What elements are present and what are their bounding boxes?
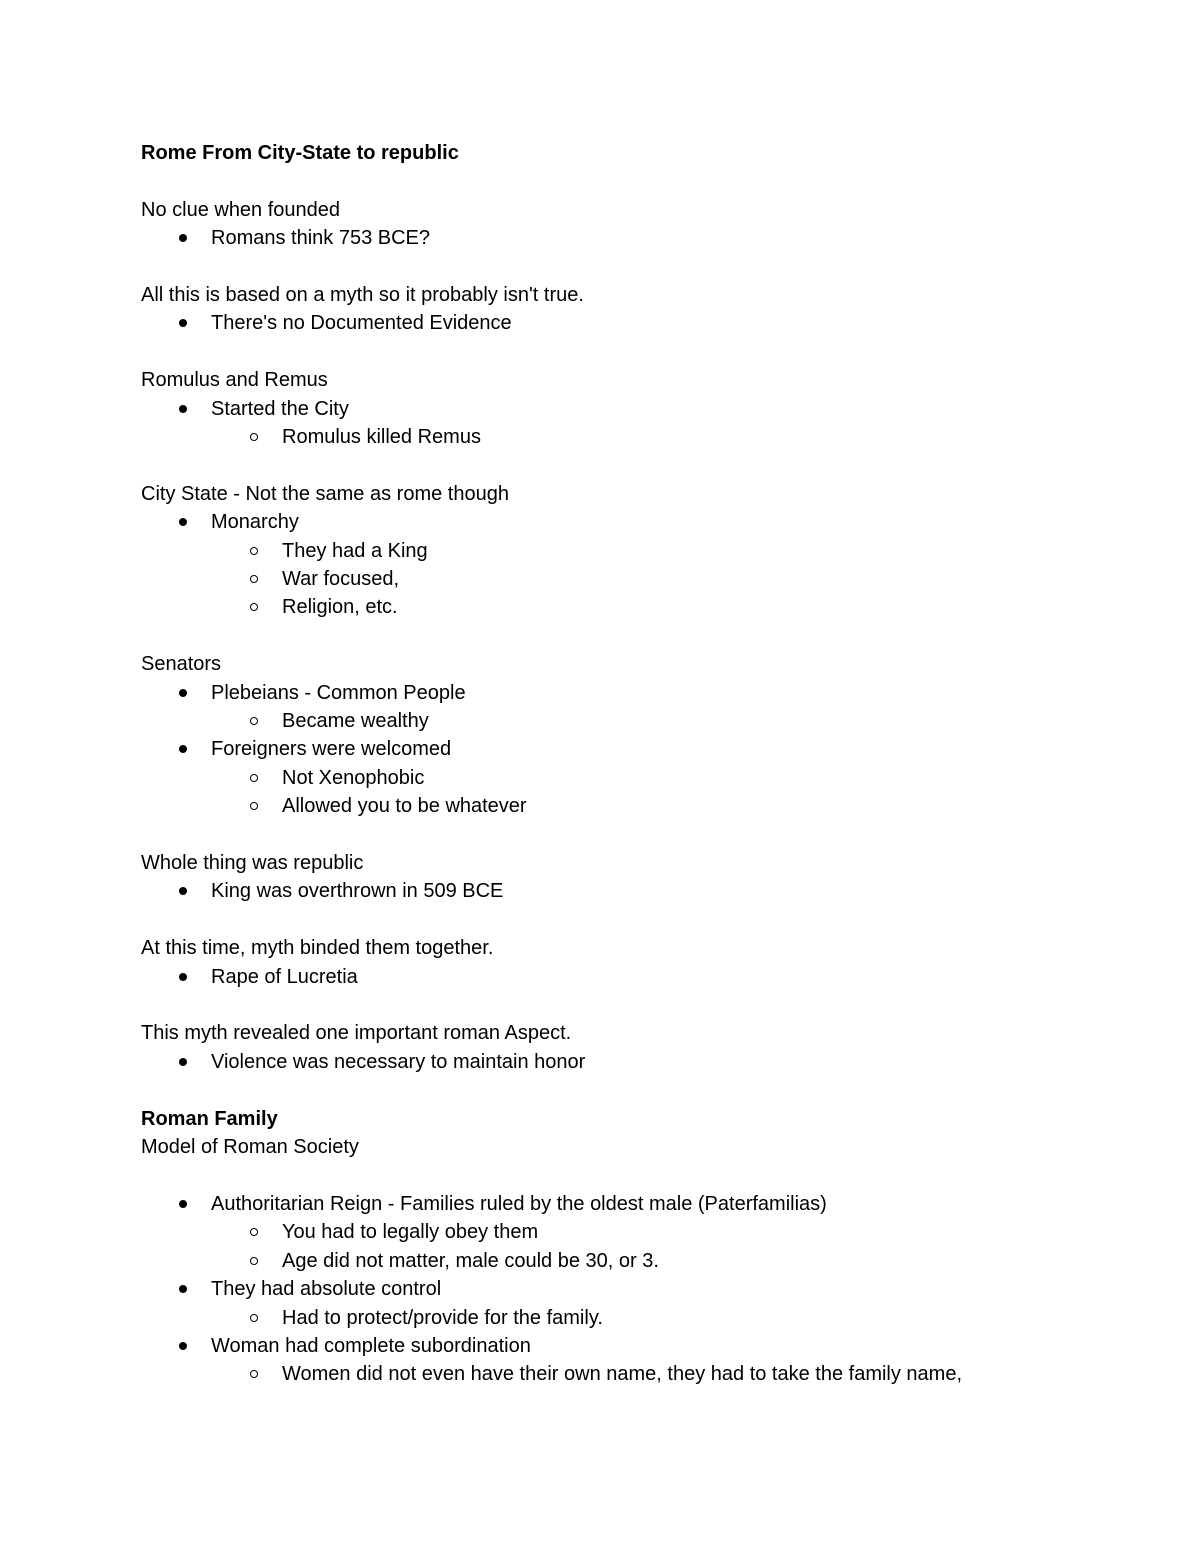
bullet-circle-icon: [250, 547, 258, 555]
list-item: [141, 1190, 1081, 1275]
list-item: [141, 1275, 1081, 1332]
bullet-disc-icon: [179, 745, 187, 753]
document-body: [141, 139, 1081, 1389]
sub-list-item-text: You had to legally obey them: [282, 1221, 539, 1244]
bullet-list: [141, 1190, 1081, 1389]
section-heading: No clue when founded: [141, 198, 341, 221]
sub-list-item-text: Had to protect/provide for the family.: [282, 1306, 603, 1329]
sub-list-item: [141, 593, 1081, 621]
bullet-circle-icon: [250, 717, 258, 725]
sub-list-item-text: Not Xenophobic: [282, 766, 425, 789]
list-item-text: Romans think 753 BCE?: [211, 227, 431, 250]
sub-list-item: [141, 1218, 1081, 1246]
list-item: [141, 395, 1081, 452]
family-subheading: Model of Roman Society: [141, 1136, 359, 1159]
spacer: [141, 991, 1081, 1019]
list-item-text: Plebeians - Common People: [211, 681, 466, 704]
section-heading: City State - Not the same as rome though: [141, 482, 509, 505]
section-heading: Senators: [141, 653, 222, 676]
list-item: [141, 735, 1081, 820]
bullet-disc-icon: [179, 405, 187, 413]
sub-bullet-list: [141, 1360, 1081, 1388]
sub-bullet-list: [141, 764, 1081, 821]
sub-list-item-text: War focused,: [282, 568, 400, 591]
list-item: [141, 224, 1081, 252]
section-heading: Whole thing was republic: [141, 852, 364, 875]
bullet-circle-icon: [250, 1228, 258, 1236]
bullet-disc-icon: [179, 319, 187, 327]
bullet-circle-icon: [250, 603, 258, 611]
list-item: [141, 508, 1081, 622]
sub-list-item-text: Women did not even have their own name, they had to take the family name,: [282, 1363, 963, 1386]
list-item-text: Started the City: [211, 397, 349, 420]
list-item: [141, 1332, 1081, 1389]
bullet-list: [141, 508, 1081, 622]
spacer: [141, 622, 1081, 650]
spacer: [141, 338, 1081, 366]
bullet-circle-icon: [250, 1314, 258, 1322]
bullet-disc-icon: [179, 1200, 187, 1208]
list-item-text: There's no Documented Evidence: [211, 312, 512, 335]
bullet-disc-icon: [179, 973, 187, 981]
sub-list-item: [141, 423, 1081, 451]
sub-bullet-list: [141, 1304, 1081, 1332]
sub-list-item: [141, 1360, 1081, 1388]
sub-list-item: [141, 1304, 1081, 1332]
sub-list-item-text: Allowed you to be whatever: [282, 795, 527, 818]
document-title: Rome From City-State to republic: [141, 142, 459, 164]
spacer: [141, 253, 1081, 281]
section-heading: At this time, myth binded them together.: [141, 937, 494, 960]
sub-bullet-list: [141, 707, 1081, 735]
spacer: [141, 1076, 1081, 1104]
sub-list-item-text: They had a King: [282, 539, 428, 562]
bullet-circle-icon: [250, 575, 258, 583]
list-item-text: Monarchy: [211, 511, 299, 534]
bullet-disc-icon: [179, 1342, 187, 1350]
list-item-text: They had absolute control: [211, 1278, 442, 1301]
sub-list-item: [141, 537, 1081, 565]
list-item-text: Rape of Lucretia: [211, 965, 358, 988]
spacer: [141, 167, 1081, 195]
list-item-text: Woman had complete subordination: [211, 1334, 531, 1357]
spacer: [141, 906, 1081, 934]
bullet-disc-icon: [179, 887, 187, 895]
section-heading: All this is based on a myth so it probably isn't true.: [141, 284, 584, 306]
section-heading: This myth revealed one important roman Aspect.: [141, 1022, 572, 1045]
bullet-disc-icon: [179, 1285, 187, 1293]
list-item: [141, 877, 1081, 905]
bullet-disc-icon: [179, 518, 187, 526]
list-item-text: King was overthrown in 509 BCE: [211, 880, 504, 903]
bullet-list: [141, 877, 1081, 905]
family-heading: Roman Family: [141, 1107, 278, 1130]
bullet-list: [141, 224, 1081, 252]
bullet-list: [141, 679, 1081, 821]
list-item: [141, 679, 1081, 736]
list-item: [141, 963, 1081, 991]
bullet-circle-icon: [250, 433, 258, 441]
bullet-circle-icon: [250, 1370, 258, 1378]
sub-list-item-text: Became wealthy: [282, 710, 429, 733]
sub-bullet-list: [141, 537, 1081, 622]
sub-list-item: [141, 764, 1081, 792]
spacer: [141, 451, 1081, 479]
sub-list-item-text: Age did not matter, male could be 30, or 3.: [282, 1249, 659, 1272]
bullet-list: [141, 309, 1081, 337]
bullet-disc-icon: [179, 1058, 187, 1066]
section-heading: Romulus and Remus: [141, 369, 328, 392]
sub-list-item-text: Romulus killed Remus: [282, 426, 481, 449]
bullet-list: [141, 1048, 1081, 1076]
sub-list-item-text: Religion, etc.: [282, 596, 398, 619]
spacer: [141, 821, 1081, 849]
spacer: [141, 1161, 1081, 1189]
bullet-circle-icon: [250, 802, 258, 810]
bullet-disc-icon: [179, 234, 187, 242]
list-item: [141, 1048, 1081, 1076]
bullet-circle-icon: [250, 774, 258, 782]
sub-list-item: [141, 707, 1081, 735]
bullet-list: [141, 963, 1081, 991]
list-item-text: Violence was necessary to maintain honor: [211, 1050, 586, 1073]
list-item-text: Foreigners were welcomed: [211, 738, 452, 761]
list-item-text: Authoritarian Reign - Families ruled by the oldest male (Paterfamilias): [211, 1192, 827, 1215]
sub-bullet-list: [141, 423, 1081, 451]
sub-list-item: [141, 565, 1081, 593]
list-item: [141, 309, 1081, 337]
sub-list-item: [141, 1247, 1081, 1275]
bullet-circle-icon: [250, 1257, 258, 1265]
bullet-list: [141, 395, 1081, 452]
sub-bullet-list: [141, 1218, 1081, 1275]
bullet-disc-icon: [179, 689, 187, 697]
sub-list-item: [141, 792, 1081, 820]
